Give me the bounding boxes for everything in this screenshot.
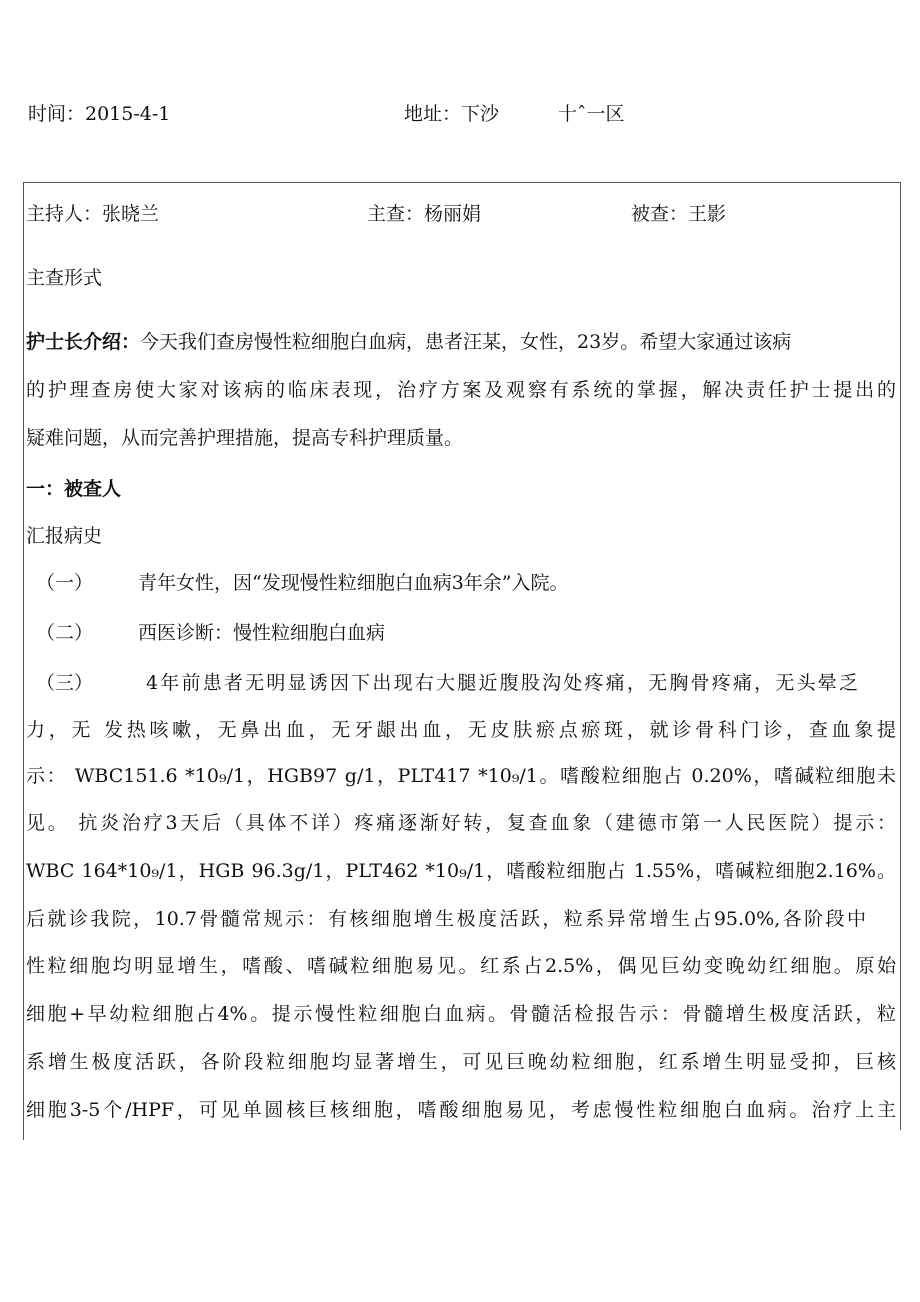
- intro-label: 护士长介绍：: [26, 331, 141, 353]
- body-line: 力，无 发热咳嗽，无鼻出血，无牙龈出血，无皮肤瘀点瘀斑，就诊骨科门诊，查血象提: [26, 719, 896, 741]
- body-line: 后就诊我院，10.7骨髓常规示：有核细胞增生极度活跃，粒系异常增生占95.0%,各阶段中: [26, 908, 866, 930]
- item-number: （二）: [36, 622, 94, 644]
- form-label: 主查形式: [26, 267, 103, 289]
- examinee-name: 被查：王影: [631, 203, 727, 225]
- body-line: 见。 抗炎治疗3天后（具体不详）疼痛逐渐好转，复查血象（建德市第一人民医院）提示：: [26, 812, 896, 834]
- table-top-border: [23, 182, 901, 183]
- address-field: 地址：下沙: [404, 103, 500, 125]
- date-field: 时间：2015-4-1: [28, 103, 171, 125]
- item-text: 青年女性，因“发现慢性粒细胞白血病3年余”入院。: [138, 572, 569, 594]
- item-number: （一）: [36, 572, 94, 594]
- body-line: 示： WBC151.6 *10₉/1，HGB97 g/1，PLT417 *10₉/1。嗜酸粒细胞占 0.20%，嗜碱粒细胞未: [26, 765, 896, 787]
- examiner-name: 主查：杨丽娟: [367, 203, 482, 225]
- body-line: 系增生极度活跃，各阶段粒细胞均显著增生，可见巨晚幼粒细胞，红系增生明显受抑，巨核: [26, 1051, 896, 1073]
- host-name: 主持人：张晓兰: [26, 203, 160, 225]
- item-number: （三）: [36, 672, 94, 694]
- body-line: 性粒细胞均明显增生，嗜酸、嗜碱粒细胞易见。红系占2.5%，偶见巨幼变晚幼红细胞。原始: [26, 955, 896, 977]
- intro-line-3: 疑难问题，从而完善护理措施，提高专科护理质量。: [26, 427, 464, 449]
- body-line: WBC 164*10₉/1，HGB 96.3g/1，PLT462 *10₉/1，嗜酸粒细胞占 1.55%，嗜碱粒细胞2.16%。: [26, 860, 896, 882]
- history-title: 汇报病史: [26, 525, 103, 547]
- section-title: 一：被查人: [26, 478, 122, 500]
- item-text: 4年前患者无明显诱因下出现右大腿近腹股沟处疼痛，无胸骨疼痛，无头晕乏: [146, 672, 858, 694]
- table-right-border: [900, 182, 901, 1130]
- intro-line-2: 的护理查房使大家对该病的临床表现，治疗方案及观察有系统的掌握，解决责任护士提出的: [26, 379, 896, 401]
- body-line: 细胞+早幼粒细胞占4%。提示慢性粒细胞白血病。骨髓活检报告示：骨髓增生极度活跃，粒: [26, 1003, 896, 1025]
- table-left-border: [23, 182, 24, 1140]
- body-line: 细胞3-5个/HPF，可见单圆核巨核细胞，嗜酸细胞易见，考虑慢性粒细胞白血病。治疗上主: [26, 1099, 896, 1121]
- intro-line-1: 护士长介绍：今天我们查房慢性粒细胞白血病，患者汪某，女性，23岁。希望大家通过该病: [26, 331, 792, 353]
- item-text: 西医诊断：慢性粒细胞白血病: [138, 622, 386, 644]
- address-area: 十ˆ一区: [558, 103, 625, 125]
